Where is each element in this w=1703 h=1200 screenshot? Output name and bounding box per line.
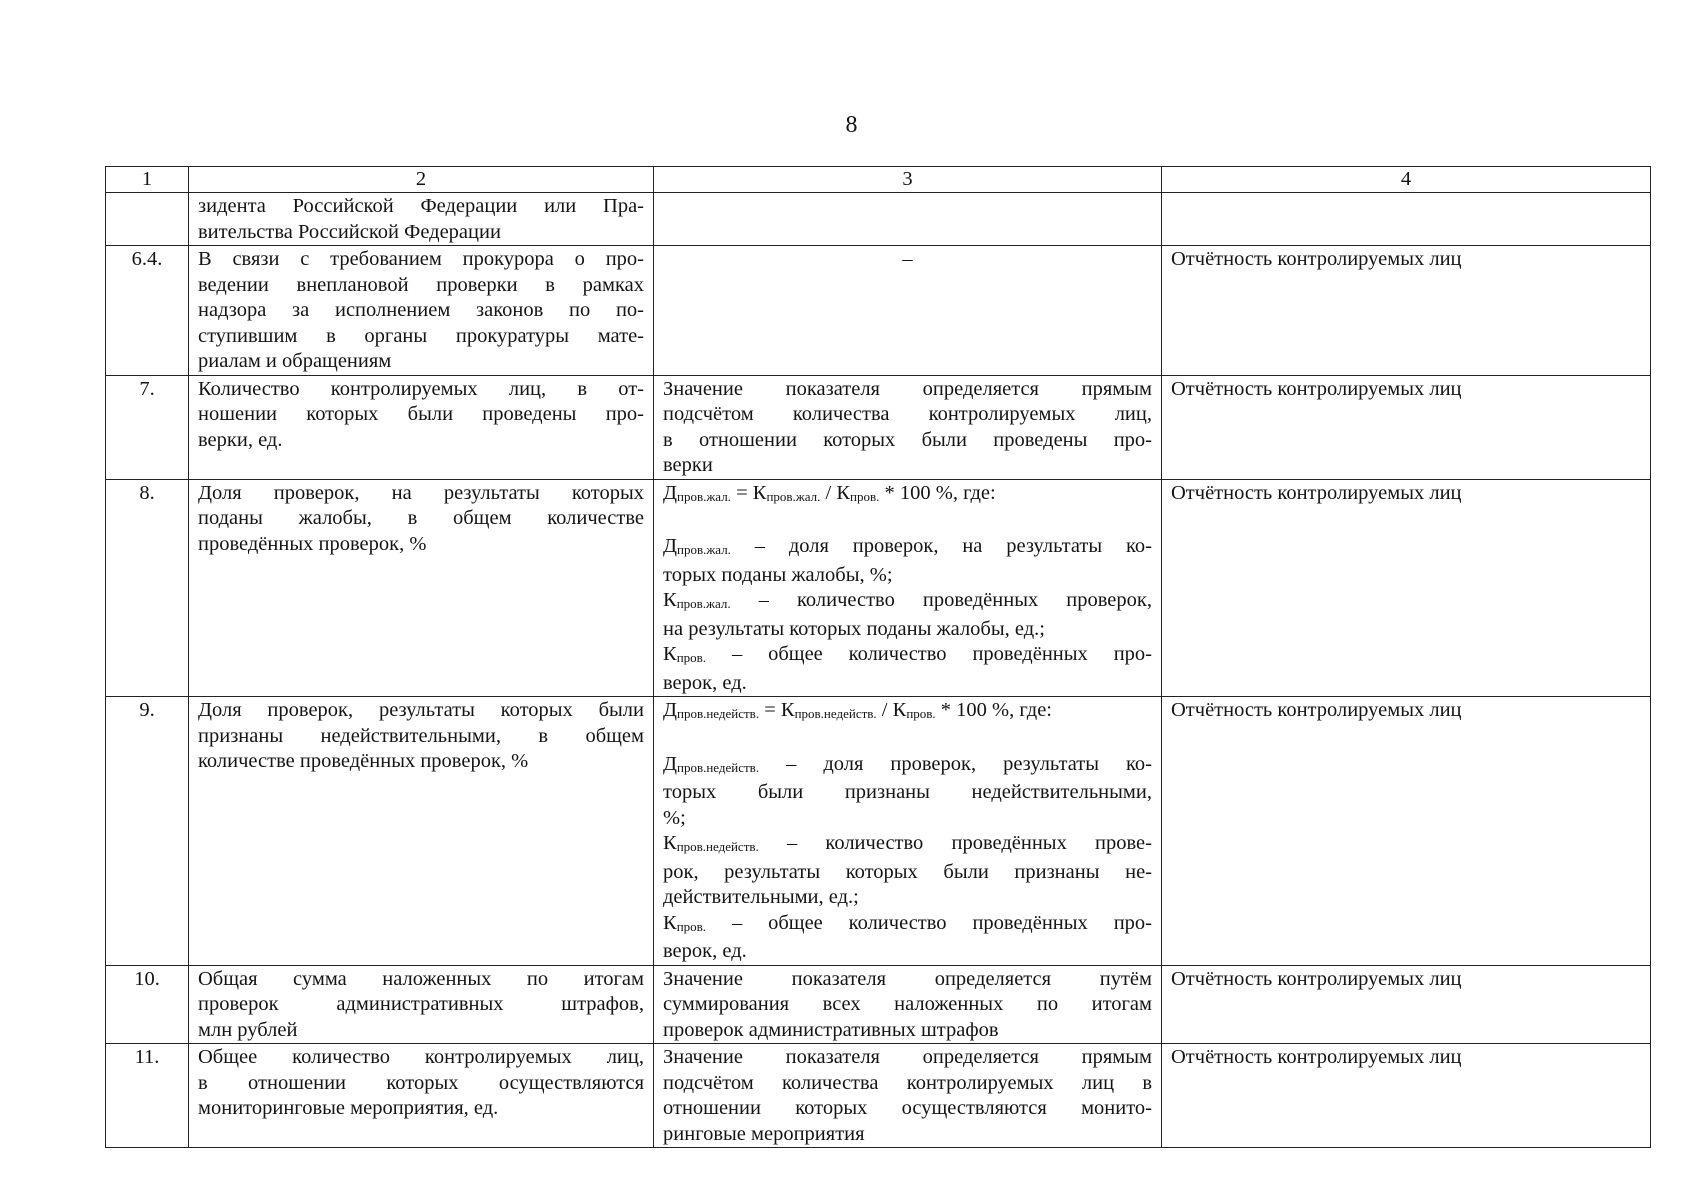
- symbol: Д: [663, 535, 677, 557]
- table-row: [106, 375, 1651, 479]
- calculation-method: [654, 479, 1162, 697]
- row-number: 9.: [106, 697, 189, 966]
- spacer: [663, 727, 1152, 752]
- column-header-1: 1: [106, 167, 189, 193]
- definition-line: [663, 588, 1152, 617]
- symbol: К: [892, 699, 907, 721]
- indicator-name: [189, 697, 654, 966]
- definition-line: [663, 885, 1152, 911]
- symbol: К: [780, 699, 795, 721]
- definition-text: – количество проведённых прове-: [758, 832, 1152, 854]
- data-source: [1162, 193, 1651, 246]
- definition-text: действительными, ед.;: [663, 886, 859, 908]
- definition-text: – общее количество проведённых про-: [706, 643, 1152, 665]
- subscript: пров.недейств.: [794, 706, 877, 721]
- text-line: в отношении которых были проведены про-: [663, 428, 1152, 451]
- text-line: ринговые мероприятия: [663, 1122, 865, 1145]
- column-header-2: 2: [189, 167, 654, 193]
- calculation-method: –: [654, 246, 1162, 376]
- text-line: надзора за исполнением законов по по-: [198, 299, 644, 321]
- calculation-method: [654, 193, 1162, 246]
- row-number: 6.4.: [106, 246, 189, 376]
- table-row: [106, 479, 1651, 697]
- text-line: проведённых проверок, %: [198, 532, 427, 555]
- definition-line: [663, 831, 1152, 860]
- row-number: 10.: [106, 965, 189, 1044]
- text-line: Количество контролируемых лиц, в от-: [198, 377, 644, 400]
- text-line: поданы жалобы, в общем количестве: [198, 507, 644, 529]
- symbol: К: [663, 911, 677, 934]
- text-line: признаны недействительными, в общем: [198, 724, 644, 747]
- text-line: суммирования всех наложенных по итогам: [663, 993, 1152, 1015]
- table-row: [106, 246, 1651, 376]
- definition-text: – доля проверок, на результаты ко-: [730, 535, 1152, 557]
- text-line: Значение показателя определяется прямым: [663, 1046, 1152, 1068]
- definition-line: [663, 911, 1152, 940]
- calculation-method: [654, 375, 1162, 479]
- calculation-method: [654, 1044, 1162, 1148]
- divide: /: [876, 699, 893, 721]
- text-line: вительства Российской Федерации: [198, 220, 501, 243]
- formula-tail: * 100 %, где:: [879, 481, 996, 504]
- definition-line: [663, 671, 1152, 697]
- definition-text: торых поданы жалобы, %;: [663, 563, 893, 586]
- subscript: пров.: [850, 488, 880, 504]
- subscript: пров.жал.: [676, 596, 731, 611]
- text-line: зидента Российской Федерации или Пра-: [198, 195, 644, 217]
- definition-line: [663, 860, 1152, 886]
- definition-text: рок, результаты которых были признаны не-: [663, 860, 1152, 883]
- definition-text: верок, ед.: [663, 671, 747, 694]
- text-line: проверок административных штрафов: [663, 1018, 999, 1041]
- subscript: пров.жал.: [676, 542, 731, 557]
- text-line: в отношении которых осуществляются: [198, 1071, 644, 1094]
- subscript: пров.жал.: [676, 488, 731, 504]
- formula-tail: * 100 %, где:: [935, 699, 1052, 721]
- definition-text: верок, ед.: [663, 940, 747, 962]
- formula: [663, 481, 1152, 510]
- data-source: Отчётность контролируемых лиц: [1162, 479, 1651, 697]
- spacer: [663, 509, 1152, 534]
- table-row: [106, 697, 1651, 966]
- text-line: ступившим в органы прокуратуры мате-: [198, 324, 644, 347]
- indicators-table: [105, 166, 1651, 1148]
- text-line: подсчётом количества контролируемых лиц,: [663, 403, 1152, 425]
- row-number: 8.: [106, 479, 189, 697]
- text-line: Доля проверок, результаты которых были: [198, 699, 644, 721]
- subscript: пров.недейств.: [676, 759, 760, 775]
- table-row: [106, 1044, 1651, 1148]
- subscript: пров.: [676, 918, 707, 934]
- subscript: пров.жал.: [766, 488, 821, 504]
- page-number: 8: [845, 112, 858, 138]
- symbol: К: [836, 481, 851, 504]
- text-line: проверок административных штрафов,: [198, 993, 644, 1015]
- text-line: подсчётом количества контролируемых лиц в: [663, 1071, 1152, 1094]
- data-source: Отчётность контролируемых лиц: [1162, 1044, 1651, 1148]
- subscript: пров.недейств.: [676, 706, 760, 721]
- divide: /: [820, 481, 837, 504]
- table-row: [106, 965, 1651, 1044]
- symbol: К: [663, 643, 677, 665]
- text-line: Общее количество контролируемых лиц,: [198, 1046, 644, 1068]
- indicator-name: [189, 965, 654, 1044]
- data-source: Отчётность контролируемых лиц: [1162, 697, 1651, 966]
- text-line: млн рублей: [198, 1018, 298, 1041]
- definition-text: торых были признаны недействительными,: [663, 781, 1152, 803]
- subscript: пров.недейств.: [676, 839, 759, 854]
- indicator-name: [189, 375, 654, 479]
- symbol: К: [752, 481, 767, 504]
- subscript: пров.: [906, 706, 936, 721]
- row-number: [106, 193, 189, 246]
- row-number: 7.: [106, 375, 189, 479]
- definition-text: %;: [663, 806, 686, 829]
- data-source: Отчётность контролируемых лиц: [1162, 965, 1651, 1044]
- equals: =: [759, 699, 781, 721]
- definition-line: [663, 563, 1152, 589]
- definition-line: [663, 806, 1152, 832]
- calculation-method: [654, 965, 1162, 1044]
- definition-text: – количество проведённых проверок,: [730, 589, 1152, 611]
- column-header-4: 4: [1162, 167, 1651, 193]
- column-header-3: 3: [654, 167, 1162, 193]
- text-line: Значение показателя определяется путём: [663, 967, 1152, 990]
- text-line: отношении которых осуществляются монито-: [663, 1097, 1152, 1119]
- formula: [663, 698, 1152, 727]
- header-row: [106, 167, 1651, 193]
- definition-line: [663, 752, 1152, 781]
- text-line: Доля проверок, на результаты которых: [198, 481, 644, 504]
- symbol: Д: [663, 481, 677, 504]
- calculation-method: [654, 697, 1162, 966]
- text-line: риалам и обращениям: [198, 350, 392, 372]
- text-line: верки: [663, 454, 713, 476]
- definition-text: на результаты которых поданы жалобы, ед.;: [663, 617, 1045, 640]
- definition-line: [663, 780, 1152, 806]
- symbol: Д: [663, 752, 677, 775]
- text-line: В связи с требованием прокурора о про-: [198, 248, 644, 270]
- data-source: Отчётность контролируемых лиц: [1162, 246, 1651, 376]
- indicator-name: [189, 246, 654, 376]
- definition-text: – доля проверок, результаты ко-: [759, 752, 1152, 775]
- text-line: Общая сумма наложенных по итогам: [198, 967, 644, 990]
- definition-line: [663, 534, 1152, 563]
- symbol: К: [663, 832, 677, 854]
- indicator-name: [189, 1044, 654, 1148]
- text-line: Значение показателя определяется прямым: [663, 377, 1152, 400]
- symbol: К: [663, 589, 677, 611]
- equals: =: [730, 481, 753, 504]
- definition-line: [663, 642, 1152, 671]
- text-line: ведении внеплановой проверки в рамках: [198, 273, 644, 296]
- subscript: пров.: [676, 650, 707, 665]
- symbol: Д: [663, 699, 677, 721]
- definition-line: [663, 939, 1152, 965]
- text-line: мониторинговые мероприятия, ед.: [198, 1097, 499, 1119]
- text-line: ношении которых были проведены про-: [198, 403, 644, 425]
- definition-text: – общее количество проведённых про-: [706, 911, 1152, 934]
- indicator-name: [189, 479, 654, 697]
- table-row: [106, 193, 1651, 246]
- text-line: верки, ед.: [198, 428, 283, 451]
- text-line: количестве проведённых проверок, %: [198, 750, 529, 772]
- row-number: 11.: [106, 1044, 189, 1148]
- indicator-name: [189, 193, 654, 246]
- data-source: Отчётность контролируемых лиц: [1162, 375, 1651, 479]
- definition-line: [663, 617, 1152, 643]
